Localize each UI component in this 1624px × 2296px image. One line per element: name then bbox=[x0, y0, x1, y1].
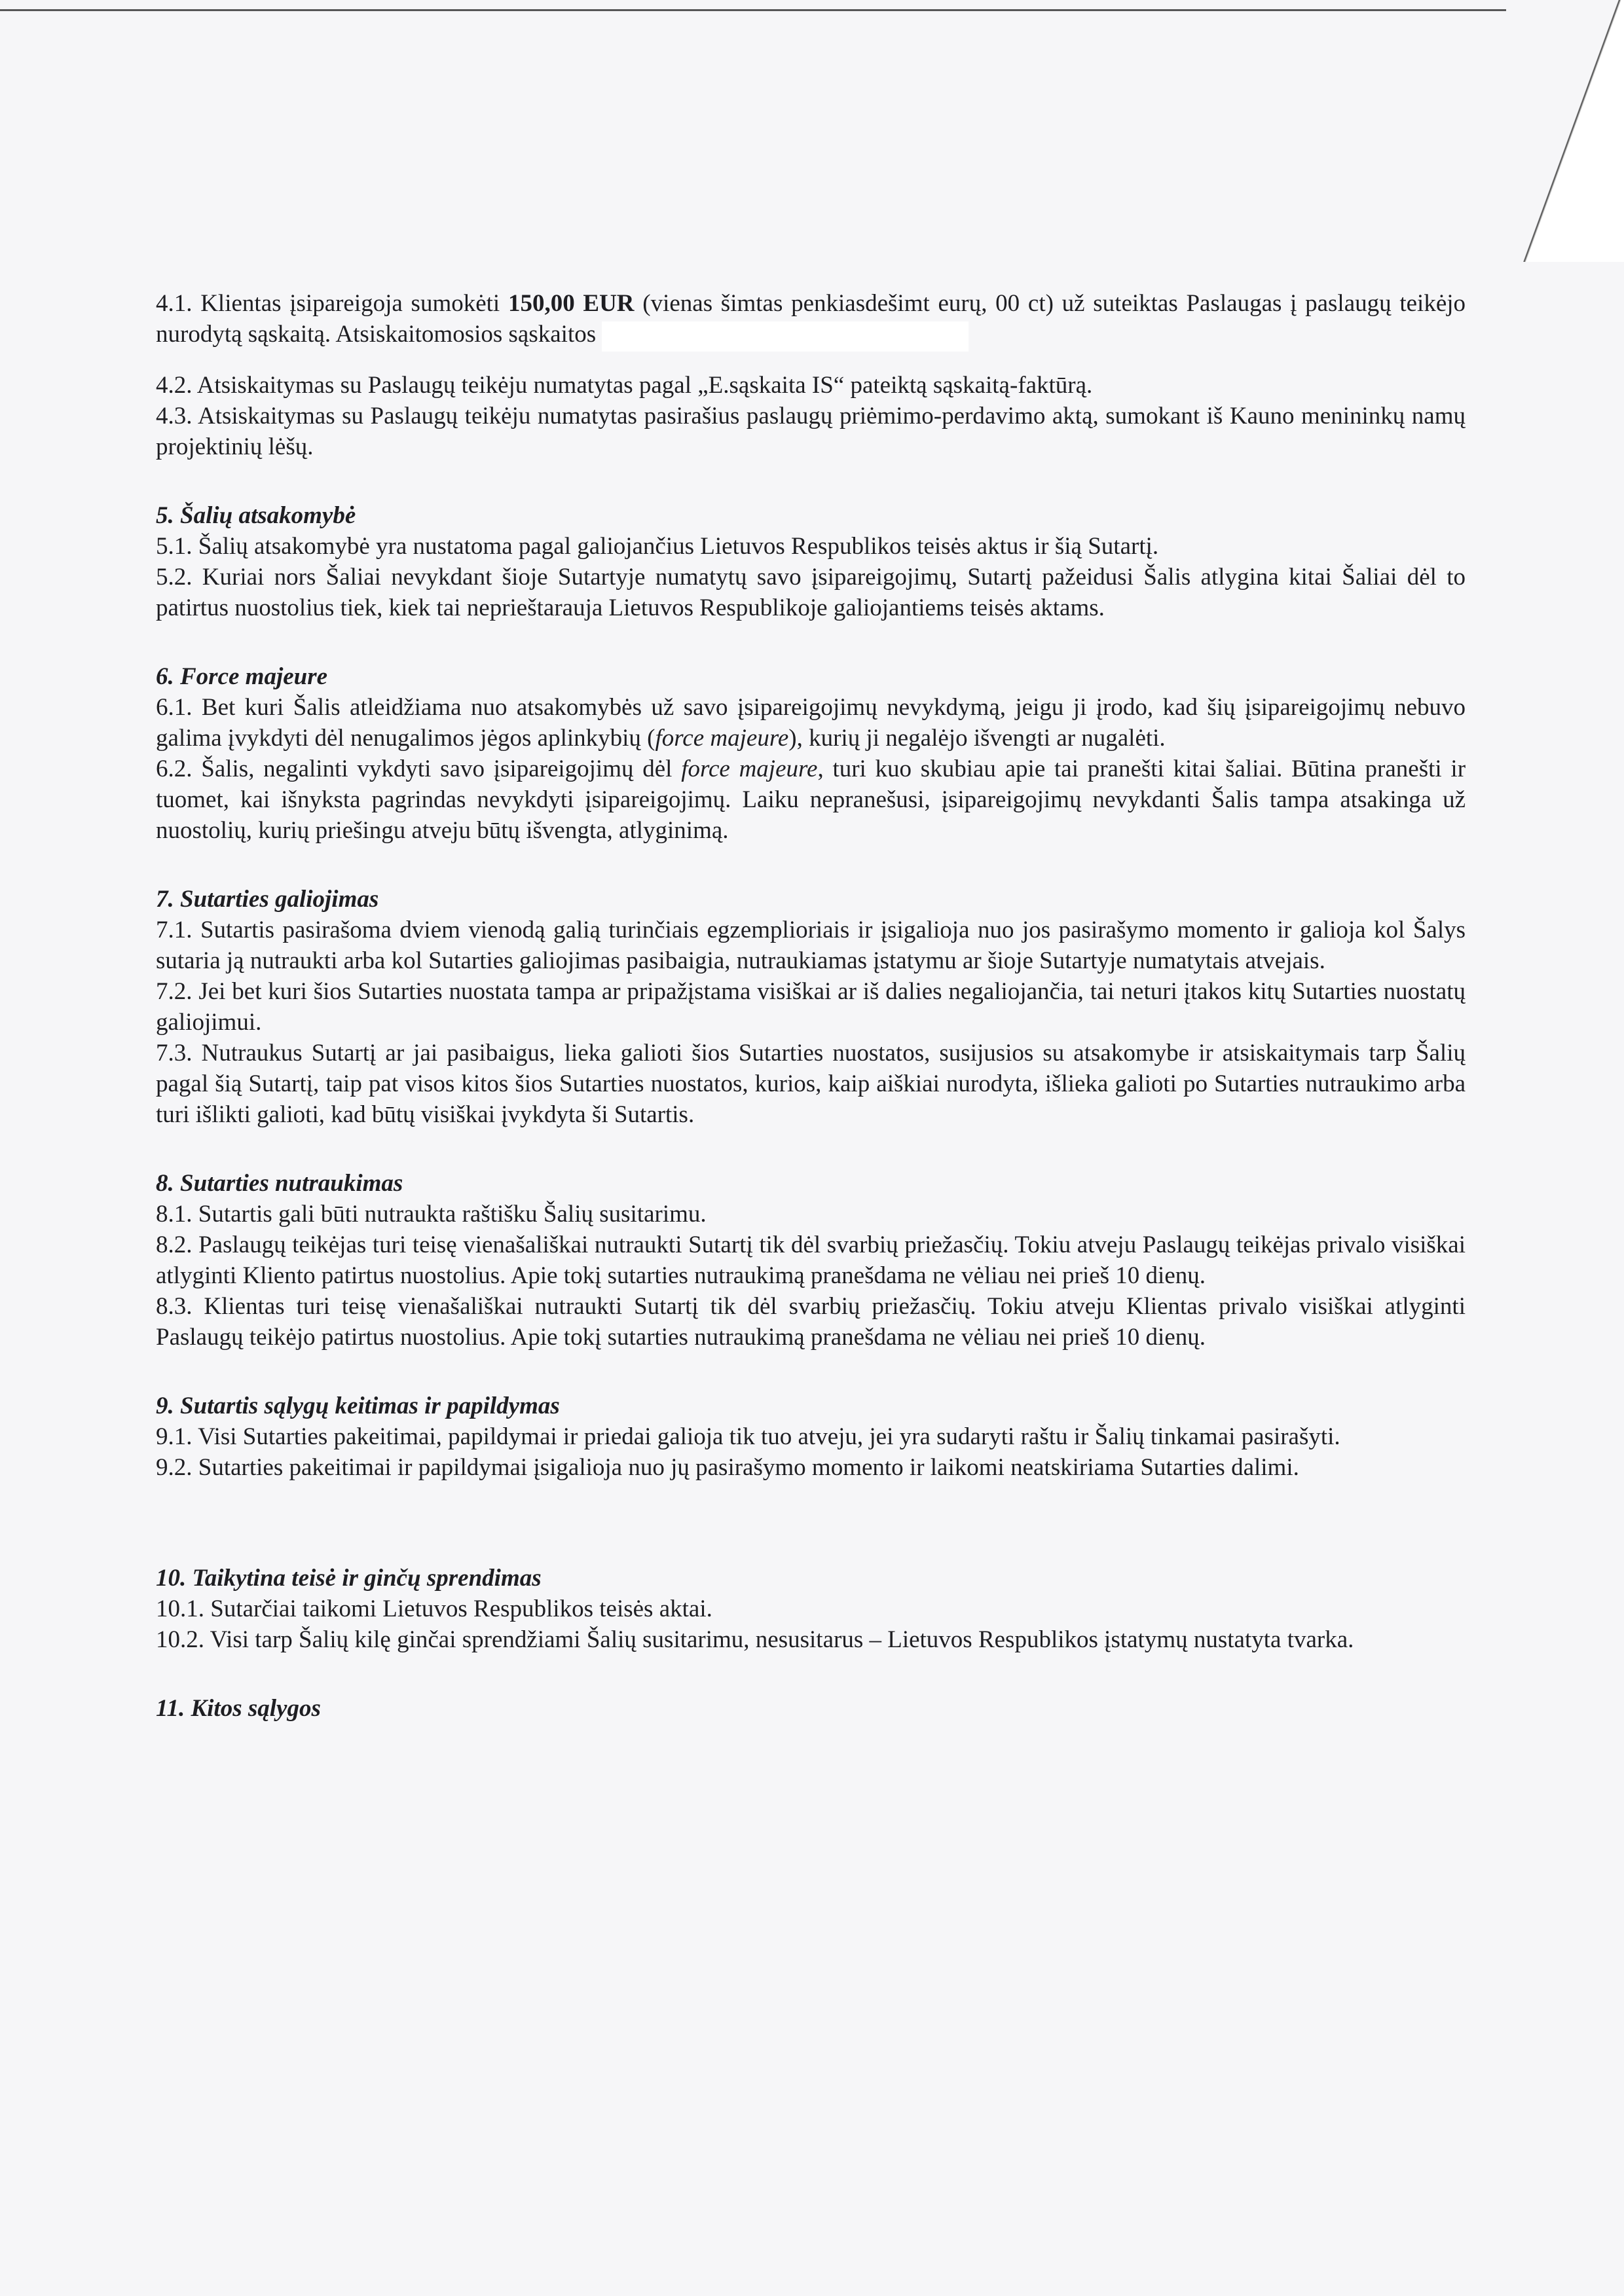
clause-7-2: 7.2. Jei bet kuri šios Sutarties nuostata tampa ar pripažįstama visiškai ar iš dalies negaliojančia, tai neturi įtakos kitų Sutarties nuostatų galiojimui. bbox=[156, 977, 1466, 1036]
redacted-account-number bbox=[602, 321, 969, 352]
clause-7-1: 7.1. Sutartis pasirašoma dviem vienodą galią turinčiais egzemplioriais ir įsigalioja nuo jos pasirašymo momento ir galioja kol Šalys sutaria ją nutraukti arba kol Sutarties galiojimas pasibaigia, nutraukiamas įstatymu ar šioje Sutartyje numatytais atvejais. bbox=[156, 916, 1466, 974]
clause-4-1 bbox=[156, 288, 1466, 352]
section-7-heading: 7. Sutarties galiojimas bbox=[156, 885, 379, 913]
scan-edge-line bbox=[0, 9, 1506, 11]
clause-6-1-text-b: ), kurių ji negalėjo išvengti ar nugalėti. bbox=[788, 724, 1166, 752]
clause-4-3: 4.3. Atsiskaitymas su Paslaugų teikėju numatytas pasirašius paslaugų priėmimo-perdavimo aktą, sumokant iš Kauno menininkų namų projektinių lėšų. bbox=[156, 402, 1466, 460]
clause-8-3: 8.3. Klientas turi teisę vienašališkai nutraukti Sutartį tik dėl svarbių priežasčių. Tokiu atveju Klientas privalo visiškai atlyginti Paslaugų teikėjo patirtus nuostolius. Apie tokį sutarties nutraukimą pranešdama ne vėliau nei prieš 10 dienų. bbox=[156, 1292, 1466, 1351]
clause-6-2-text-a: 6.2. Šalis, negalinti vykdyti savo įsipareigojimų dėl bbox=[156, 755, 673, 782]
section-10-heading: 10. Taikytina teisė ir ginčų sprendimas bbox=[156, 1564, 542, 1592]
section-5-heading: 5. Šalių atsakomybė bbox=[156, 501, 356, 529]
clause-4-1-amount: 150,00 EUR bbox=[507, 290, 635, 317]
clause-6-1-italic: force majeure bbox=[655, 724, 789, 752]
clause-4-1-text-a: 4.1. Klientas įsipareigoja sumokėti bbox=[156, 290, 500, 317]
clause-10-2: 10.2. Visi tarp Šalių kilę ginčai sprendžiami Šalių susitarimu, nesusitarus – Lietuvos Respublikos įstatymų nustatyta tvarka. bbox=[156, 1626, 1354, 1653]
clause-5-1: 5.1. Šalių atsakomybė yra nustatoma pagal galiojančius Lietuvos Respublikos teisės aktus ir šią Sutartį. bbox=[156, 532, 1159, 560]
clause-5-2: 5.2. Kuriai nors Šaliai nevykdant šioje Sutartyje numatytų savo įsipareigojimų, Sutartį pažeidusi Šalis atlygina kitai Šaliai dėl to patirtus nuostolius tiek, kiek tai neprieštarauja Lietuvos Respublikoje galiojantiems teisės aktams. bbox=[156, 563, 1466, 621]
clause-6-2-italic: force majeure bbox=[681, 755, 818, 782]
clause-6-1-text-a: 6.1. Bet kuri Šalis atleidžiama nuo atsakomybės už savo įsipareigojimų nevykdymą, jeigu ji įrodo, kad šių įsipareigojimų nebuvo galima įvykdyti dėl nenugalimos jėgos aplinkybių ( bbox=[156, 693, 1466, 752]
clause-6-2 bbox=[156, 754, 1466, 846]
clause-4-1-text-b: (vienas šimtas penkiasdešimt eurų, 00 ct) už suteiktas Paslaugas į paslaugų teikėjo nurodytą sąskaitą. Atsiskaitomosios sąskaitos bbox=[156, 290, 1466, 348]
section-11-heading: 11. Kitos sąlygos bbox=[156, 1694, 321, 1722]
clause-9-2: 9.2. Sutarties pakeitimai ir papildymai įsigalioja nuo jų pasirašymo momento ir laikomi neatskiriama Sutarties dalimi. bbox=[156, 1453, 1299, 1481]
clause-6-1 bbox=[156, 692, 1466, 754]
clause-10-1: 10.1. Sutarčiai taikomi Lietuvos Respublikos teisės aktai. bbox=[156, 1595, 712, 1622]
clause-8-2: 8.2. Paslaugų teikėjas turi teisę vienašališkai nutraukti Sutartį tik dėl svarbių priežasčių. Tokiu atveju Paslaugų teikėjas privalo visiškai atlyginti Kliento patirtus nuostolius. Apie tokį sutarties nutraukimą pranešdama ne vėliau nei prieš 10 dienų. bbox=[156, 1231, 1466, 1289]
clause-8-1: 8.1. Sutartis gali būti nutraukta raštišku Šalių susitarimu. bbox=[156, 1200, 707, 1228]
clause-9-1: 9.1. Visi Sutarties pakeitimai, papildymai ir priedai galioja tik tuo atveju, jei yra sudaryti raštu ir Šalių tinkamai pasirašyti. bbox=[156, 1423, 1340, 1450]
clause-4-2: 4.2. Atsiskaitymas su Paslaugų teikėju numatytas pagal „E.sąskaita IS“ pateiktą sąskaitą-faktūrą. bbox=[156, 371, 1093, 399]
clause-7-3: 7.3. Nutraukus Sutartį ar jai pasibaigus, lieka galioti šios Sutarties nuostatos, susijusios su atsakomybe ir atsiskaitymais tarp Šalių pagal šią Sutartį, taip pat visos kitos šios Sutarties nuostatos, kurios, kaip aiškiai nurodyta, išlieka galioti po Sutarties nutraukimo arba turi išlikti galioti, kad būtų visiškai įvykdyta ši Sutartis. bbox=[156, 1039, 1466, 1128]
page-corner-fold bbox=[1519, 0, 1624, 262]
section-6-heading: 6. Force majeure bbox=[156, 663, 328, 690]
section-8-heading: 8. Sutarties nutraukimas bbox=[156, 1169, 403, 1197]
contract-body bbox=[156, 288, 1466, 1724]
section-9-heading: 9. Sutartis sąlygų keitimas ir papildymas bbox=[156, 1392, 560, 1419]
clause-6-2-text-b: , turi kuo skubiau apie tai pranešti kitai šaliai. Būtina pranešti ir tuomet, kai išnyksta pagrindas nevykdyti įsipareigojimų. Laiku nepranešusi, įsipareigojimų nevykdanti Šalis tampa atsakinga už nuostolių, kurių priešingu atveju būtų išvengta, atlyginimą. bbox=[156, 755, 1466, 844]
